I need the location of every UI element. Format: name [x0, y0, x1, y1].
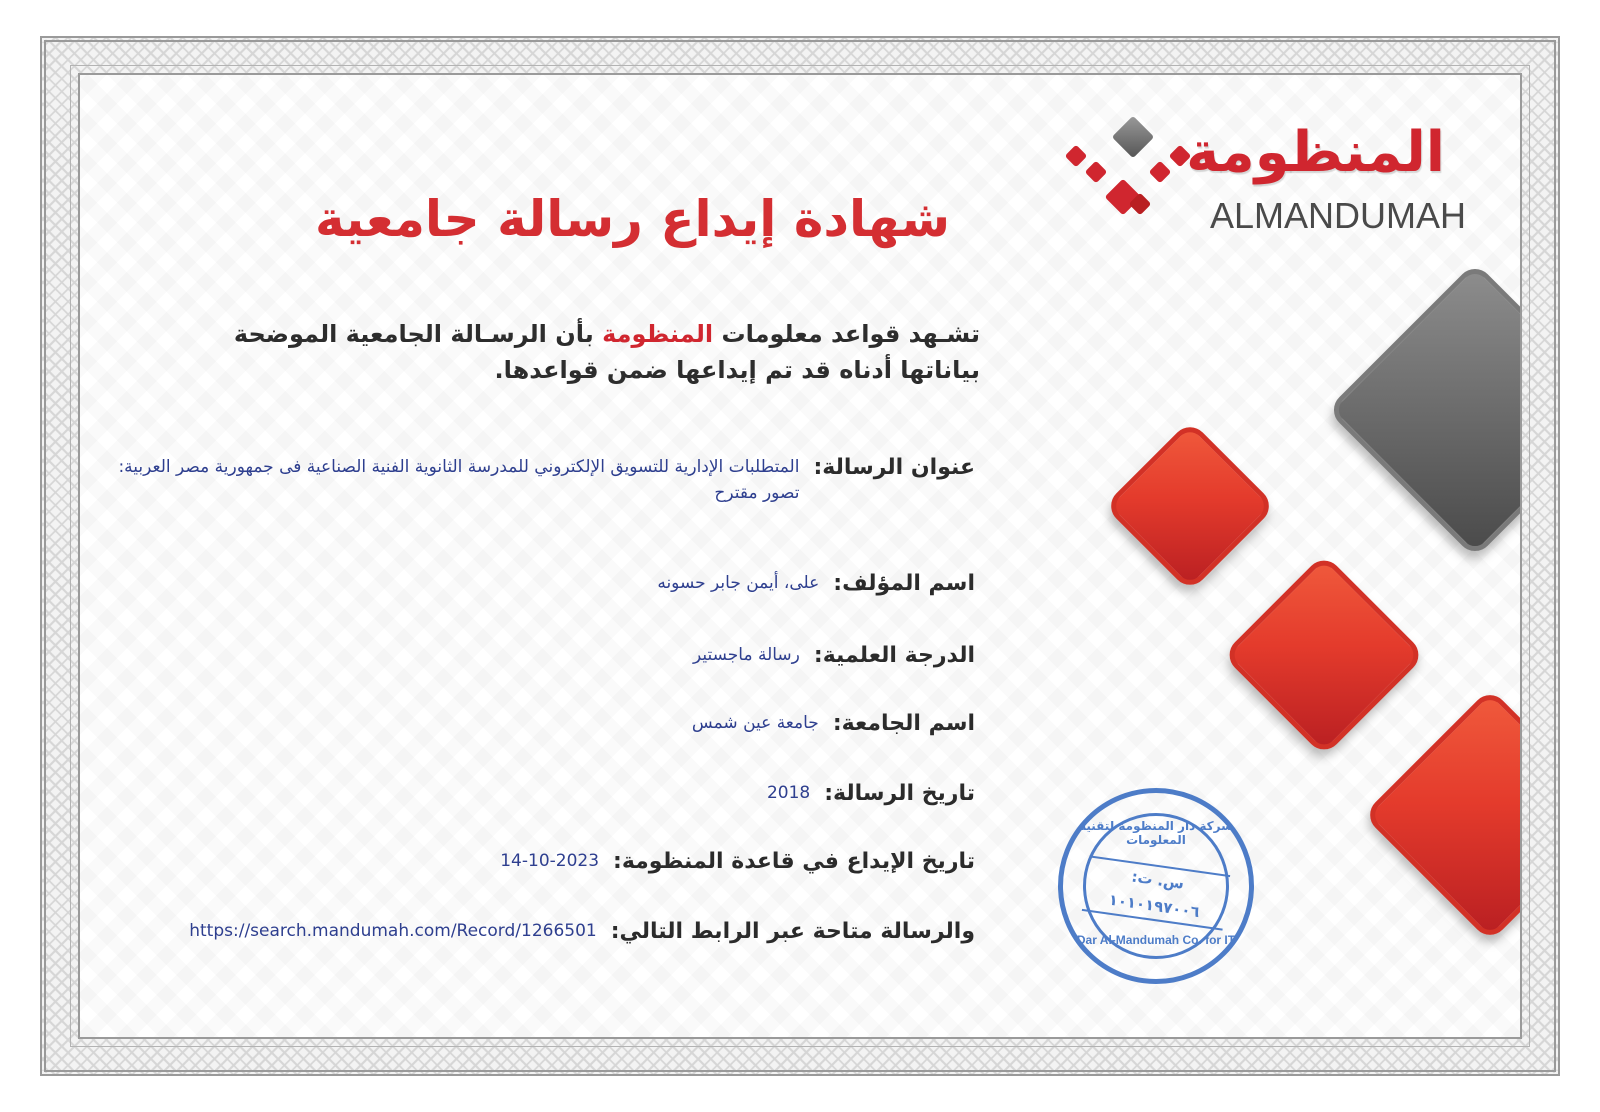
- field-record-link: [189, 916, 975, 948]
- field-degree: [693, 640, 975, 672]
- decorative-red-diamond-1: [1104, 420, 1277, 593]
- certificate-title: شهادة إيداع رسالة جامعية: [315, 190, 950, 248]
- field-thesis-title: [79, 452, 975, 506]
- field-thesis-date: [767, 778, 975, 810]
- field-label: عنوان الرسالة:: [813, 455, 975, 480]
- logo-english-wordmark: ALMANDUMAH: [1210, 195, 1467, 236]
- field-label: تاريخ الرسالة:: [824, 781, 975, 806]
- field-value: 2018: [766, 783, 811, 803]
- field-university: [692, 708, 975, 740]
- field-label: والرسالة متاحة عبر الرابط التالي:: [610, 919, 975, 944]
- stamp-english-text: Dar Al-Mandumah Co. for IT: [1076, 933, 1236, 947]
- field-value: 14-10-2023: [500, 851, 600, 871]
- record-link[interactable]: https://search.mandumah.com/Record/1266501: [189, 921, 597, 941]
- stamp-arabic-text: شركة دار المنظومة لتقنية المعلومات: [1079, 819, 1233, 847]
- field-label: الدرجة العلمية:: [813, 643, 975, 668]
- intro-text-end: بأن الرسـالة الجامعية الموضحة بياناتها أدناه قد تم إيداعها ضمن قواعدها.: [233, 320, 980, 384]
- intro-text-start: تشـهد قواعد معلومات: [721, 320, 980, 348]
- intro-brand-name: المنظومة: [602, 320, 714, 348]
- field-deposit-date: [500, 846, 975, 878]
- field-label: اسم الجامعة:: [832, 711, 975, 736]
- field-author: [657, 568, 975, 600]
- certificate-intro: [180, 316, 980, 388]
- field-value: على، أيمن جابر حسونه: [657, 573, 820, 593]
- field-label: اسم المؤلف:: [833, 571, 975, 596]
- decorative-red-diamond-3: [1363, 688, 1522, 943]
- almandumah-logo-icon: [1060, 118, 1200, 228]
- field-value: المتطلبات الإدارية للتسويق الإلكتروني للمدرسة الثانوية الفنية الصناعية فى جمهورية مصر العربية: تصور مقترح: [118, 457, 800, 503]
- stamp-registration-number: س. ت: ١٠١٠١٩٧٠٠٦: [1082, 855, 1230, 930]
- company-stamp: [1058, 788, 1254, 984]
- decorative-red-diamond-2: [1222, 553, 1426, 757]
- field-label: تاريخ الإيداع في قاعدة المنظومة:: [613, 849, 975, 874]
- field-value: جامعة عين شمس: [691, 713, 819, 733]
- logo-arabic-wordmark: المنظومة: [1186, 120, 1445, 185]
- field-value: رسالة ماجستير: [692, 645, 800, 665]
- decorative-gray-diamond: [1327, 262, 1522, 559]
